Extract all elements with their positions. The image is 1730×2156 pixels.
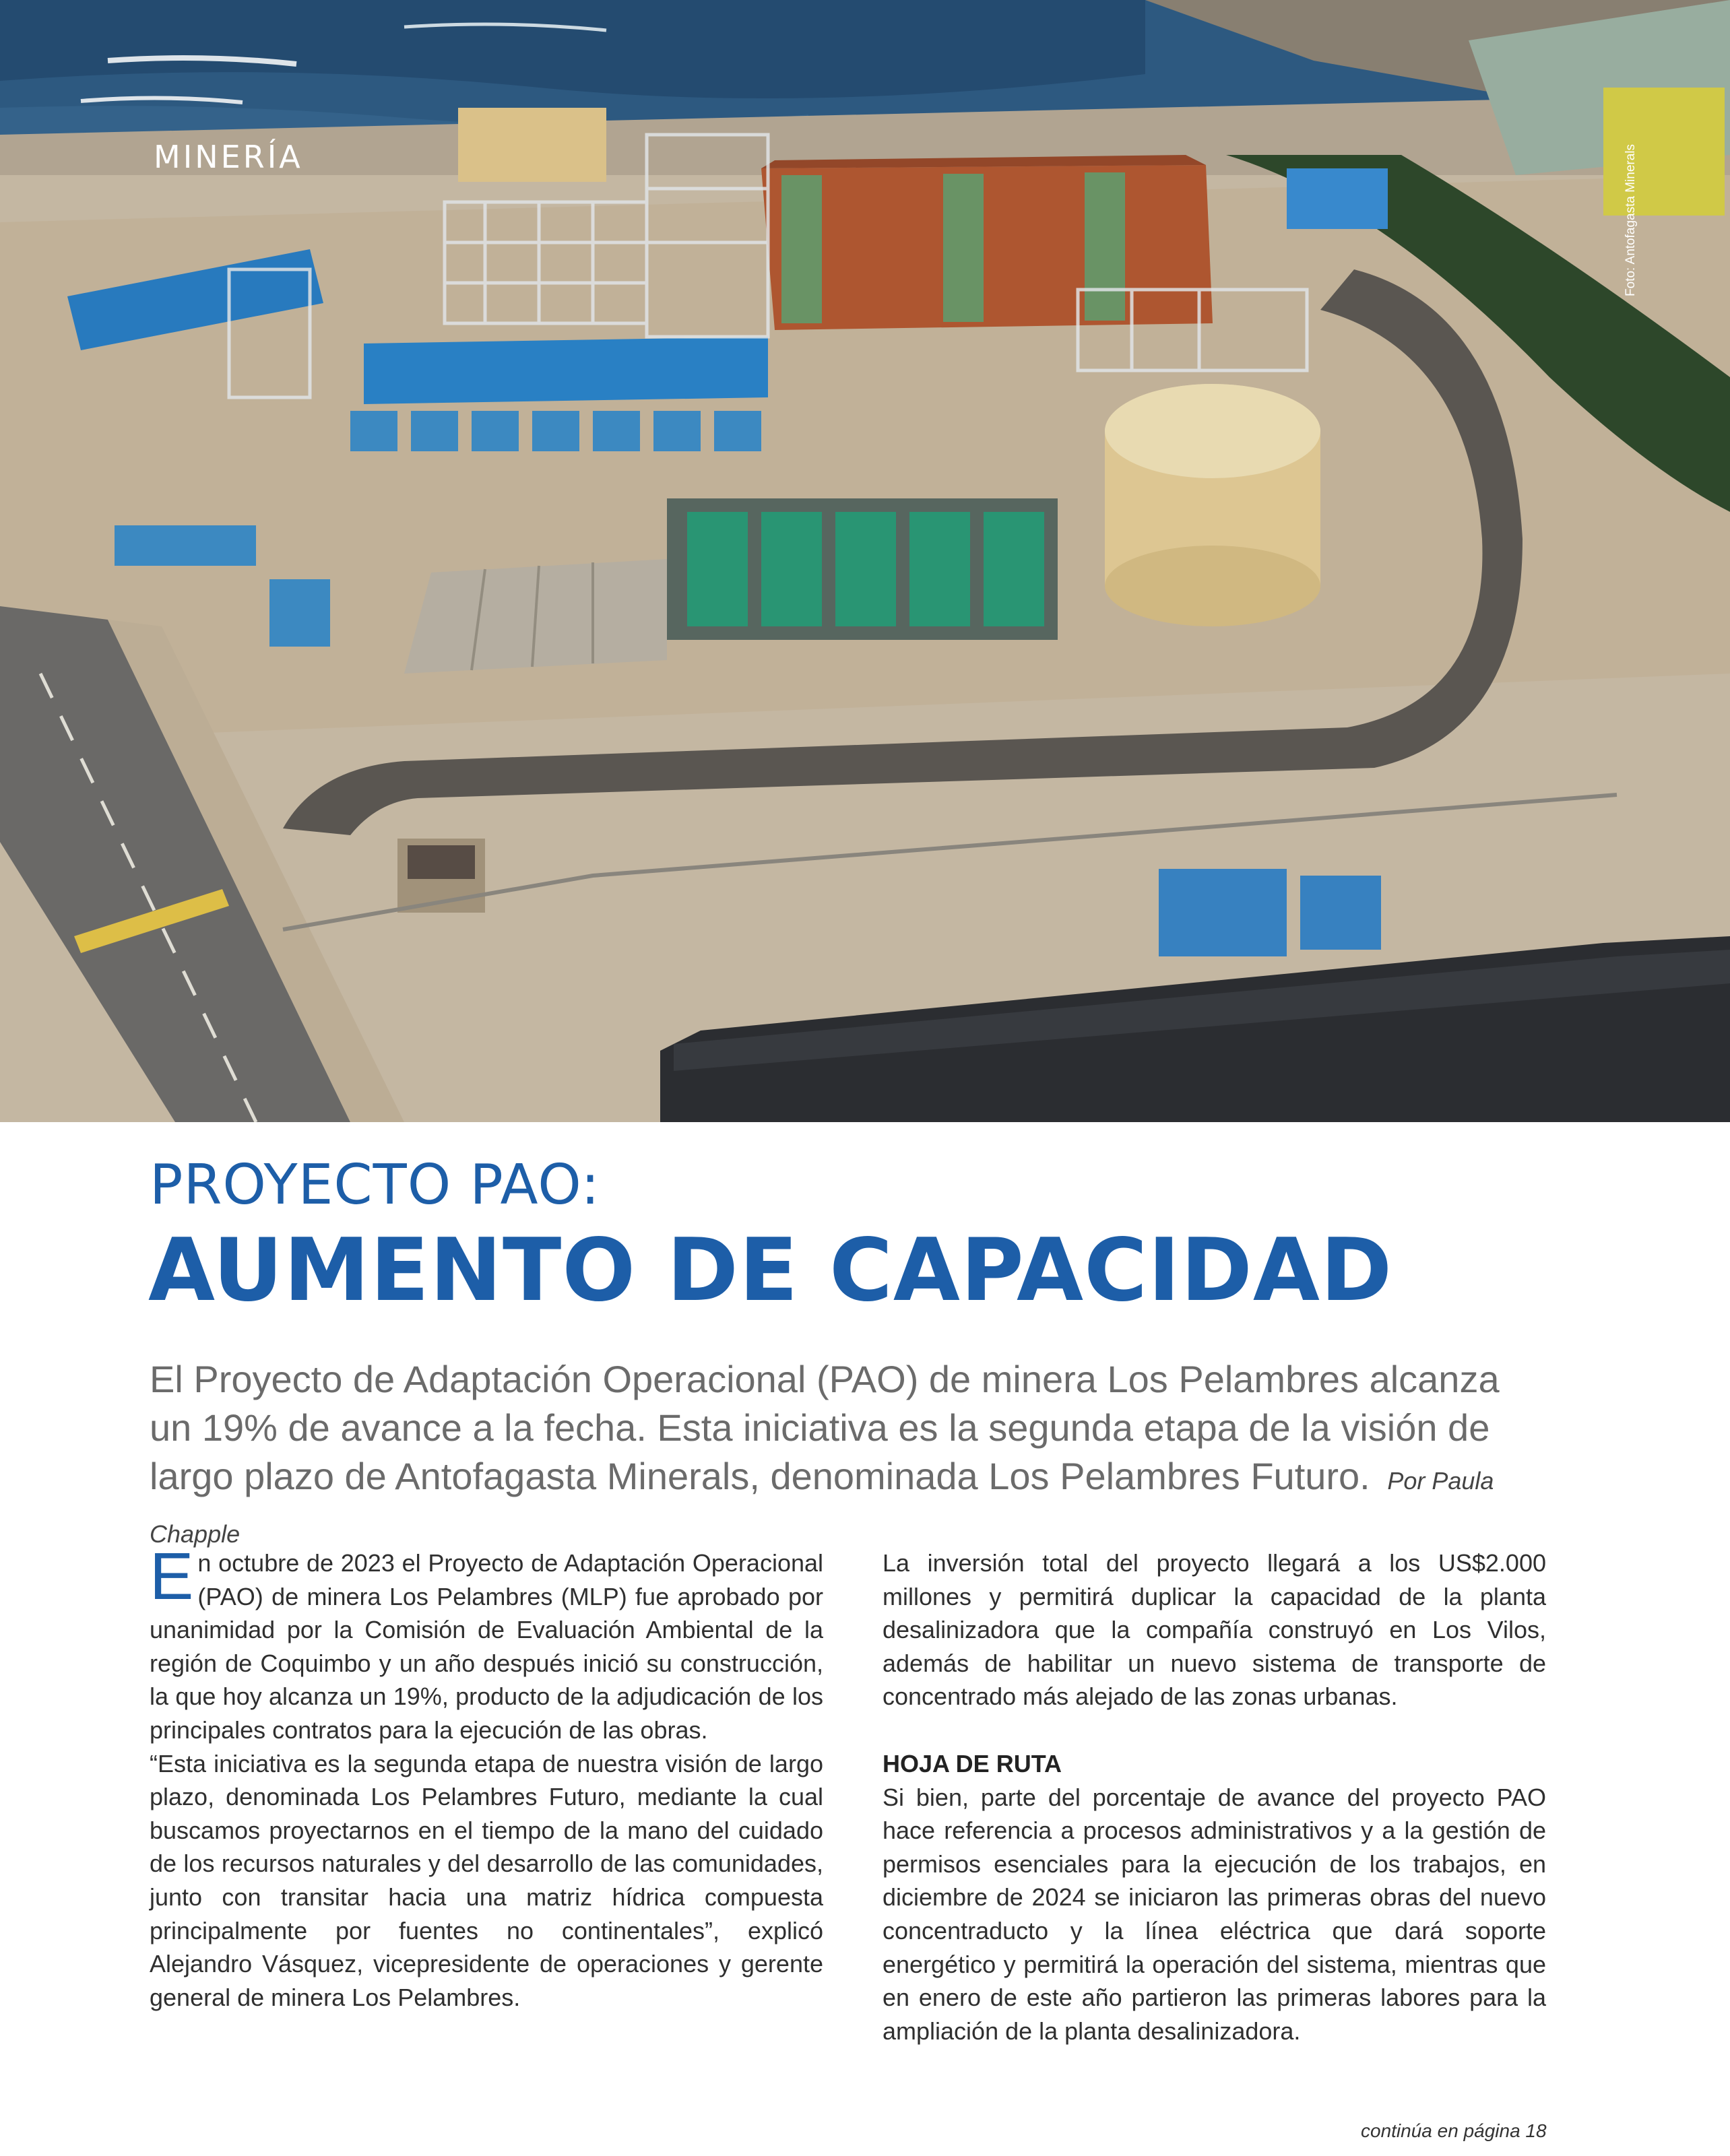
paragraph-text: n octubre de 2023 el Proyecto de Adaptación Operacional (PAO) de minera Los Pelambres (MLP) fue aprobado por unanimidad por la Comisión de Evaluación Ambiental de la región de Coquimbo y un año después inició su construcción, la que hoy alcanza un 19%, producto de la adjudicación de los principales contratos para la ejecución de las obras. [150,1549,823,1744]
headline-kicker: PROYECTO PAO: [150,1153,600,1217]
section-label: MINERÍA [154,139,303,175]
lead-text: El Proyecto de Adaptación Operacional (PAO) de minera Los Pelambres alcanza un 19% de avance a la fecha. Esta iniciativa es la segunda etapa de la visión de largo plazo de Antofagasta Minerals, denominada Los Pelambres Futuro. [150,1358,1500,1497]
lead-paragraph [150,1355,1551,1559]
body-paragraph [150,1539,823,1747]
body-column-left [150,1539,823,2014]
byline: Por Paula Chapple [150,1467,1494,1548]
section-subhead: HOJA DE RUTA [883,1749,1062,1777]
body-paragraph: La inversión total del proyecto llegará a los US$2.000 millones y permitirá duplicar la capacidad de la planta desalinizadora que la compañía construyó en Los Vilos, además de habilitar un nuevo sistema de transporte de concentrado más alejado de las zonas urbanas. [883,1549,1546,1711]
body-paragraph: Si bien, parte del porcentaje de avance del proyecto PAO hace referencia a procesos administrativos y a la gestión de permisos esenciales para la ejecución de los trabajos, en diciembre de 2024 se iniciaron las primeras obras del nuevo concentraducto y la línea eléctrica que dará soporte energético y permitirá la operación del sistema, mientras que en enero de este año partieron las primeras labores para la ampliación de la planta desalinizadora. [883,1783,1546,2045]
headline-title: AUMENTO DE CAPACIDAD [148,1220,1393,1321]
photo-credit: Foto: Antofagasta Minerals [1624,143,1638,296]
body-column-right [883,1546,1546,2048]
body-paragraph-quote: “Esta iniciativa es la segunda etapa de nuestra visión de largo plazo, denominada Los Pelambres Futuro, mediante la cual buscamos proyectarnos en el tiempo de la mano del cuidado de los recursos naturales y del desarrollo de las comunidades, junto con transitar hacia una matriz hídrica compuesta principalmente por fuentes no continentales”, explicó Alejandro Vásquez, vicepresidente de operaciones y gerente general de minera Los Pelambres. [150,1749,823,2011]
continue-note: continúa en página 18 [1361,2120,1547,2141]
drop-cap: E [150,1539,194,1613]
